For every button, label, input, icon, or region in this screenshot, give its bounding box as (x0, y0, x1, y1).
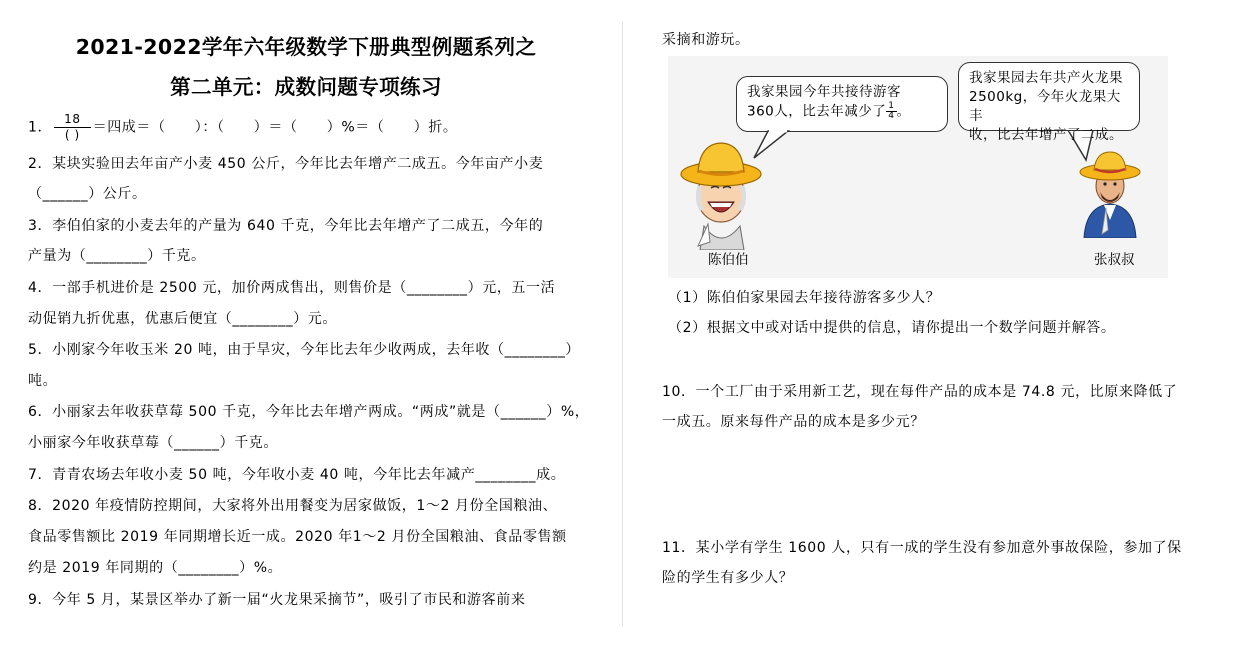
question-11-line2: 险的学生有多少人？ (662, 570, 794, 586)
question-6-line1: 6．小丽家去年收获草莓 500 千克，今年比去年增产两成。“两成”就是（______）%， (28, 404, 590, 420)
speech-bubble-left-line2: 360人，比去年减少了 $\frac{1}{4}$ 。 (747, 101, 911, 121)
question-1 (28, 112, 458, 143)
question-10-line1: 10．一个工厂由于采用新工艺，现在每件产品的成本是 74.8 元，比原来降低了 (662, 384, 1178, 400)
question-3-line1: 3．李伯伯家的小麦去年的产量为 640 千克，今年比去年增产了二成五，今年的 (28, 218, 544, 234)
question-4-line2: 动促销九折优惠，优惠后便宜（________）元。 (28, 311, 337, 327)
question-8-line2: 食品零售额比 2019 年同期增长近一成。2020 年1～2 月份全国粮油、食品零售额 (28, 529, 567, 545)
question-11-line1: 11．某小学有学生 1600 人，只有一成的学生没有参加意外事故保险，参加了保 (662, 540, 1182, 556)
question-10-line2: 一成五。原来每件产品的成本是多少元？ (662, 414, 925, 430)
question-8-line1: 8．2020 年疫情防控期间，大家将外出用餐变为居家做饭，1～2 月份全国粮油、 (28, 498, 558, 514)
q1-number: 1． (28, 119, 53, 136)
speech-bubble-left-line1: 我家果园今年共接待游客 (747, 84, 901, 100)
speech-bubble-right-line3: 收，比去年增产了二成。 (969, 127, 1123, 143)
name-label-chen: 陈伯伯 (708, 252, 749, 268)
question-9-sub1: （1）陈伯伯家果园去年接待游客多少人？ (668, 290, 941, 306)
speech-bubble-right (958, 62, 1140, 143)
question-5-line1: 5．小刚家今年收玉米 20 吨，由于旱灾，今年比去年少收两成，去年收（________） (28, 342, 581, 358)
question-2-line2: （______）公斤。 (28, 186, 147, 202)
question-8-line3: 约是 2019 年同期的（________）%。 (28, 560, 283, 576)
question-6-line2: 小丽家今年收获草莓（______）千克。 (28, 435, 278, 451)
zhang-shushu-figure (1078, 148, 1142, 238)
column-divider (622, 22, 623, 626)
speech-bubble-right-line2: 2500kg，今年火龙果大丰 (969, 89, 1121, 124)
question-4-line1: 4．一部手机进价是 2500 元，加价两成售出，则售价是（________）元，五一活 (28, 280, 556, 296)
question-9-sub2: （2）根据文中或对话中提供的信息，请你提出一个数学问题并解答。 (668, 320, 1116, 336)
chen-bobo-figure (678, 138, 764, 250)
page-title-line2: 第二单元：成数问题专项练习 (170, 75, 442, 99)
q1-fraction (54, 112, 90, 143)
speech-bubble-right-line1: 我家果园去年共产火龙果 (969, 70, 1123, 86)
question-5-line2: 吨。 (28, 373, 58, 389)
q1-fraction-denominator: ( ) (64, 128, 80, 142)
q1-fraction-numerator: 18 (54, 112, 90, 128)
dialogue-illustration (668, 56, 1168, 278)
question-3-line2: 产量为（________）千克。 (28, 248, 206, 264)
question-9-line1: 9．今年 5 月，某景区举办了新一届“火龙果采摘节”，吸引了市民和游客前来 (28, 592, 526, 608)
name-label-zhang: 张叔叔 (1094, 252, 1135, 268)
question-7: 7．青青农场去年收小麦 50 吨，今年收小麦 40 吨，今年比去年减产________成。 (28, 467, 566, 483)
question-9-continuation: 采摘和游玩。 (662, 32, 750, 48)
q1-text: ＝四成＝（ ）：（ ）＝（ ）%＝（ ）折。 (92, 119, 458, 136)
one-quarter-fraction: $\frac{1}{4}$ (888, 101, 895, 121)
page-title-line1: 2021-2022学年六年级数学下册典型例题系列之 (75, 35, 537, 59)
question-2-line1: 2．某块实验田去年亩产小麦 450 公斤，今年比去年增产二成五。今年亩产小麦 (28, 156, 544, 172)
